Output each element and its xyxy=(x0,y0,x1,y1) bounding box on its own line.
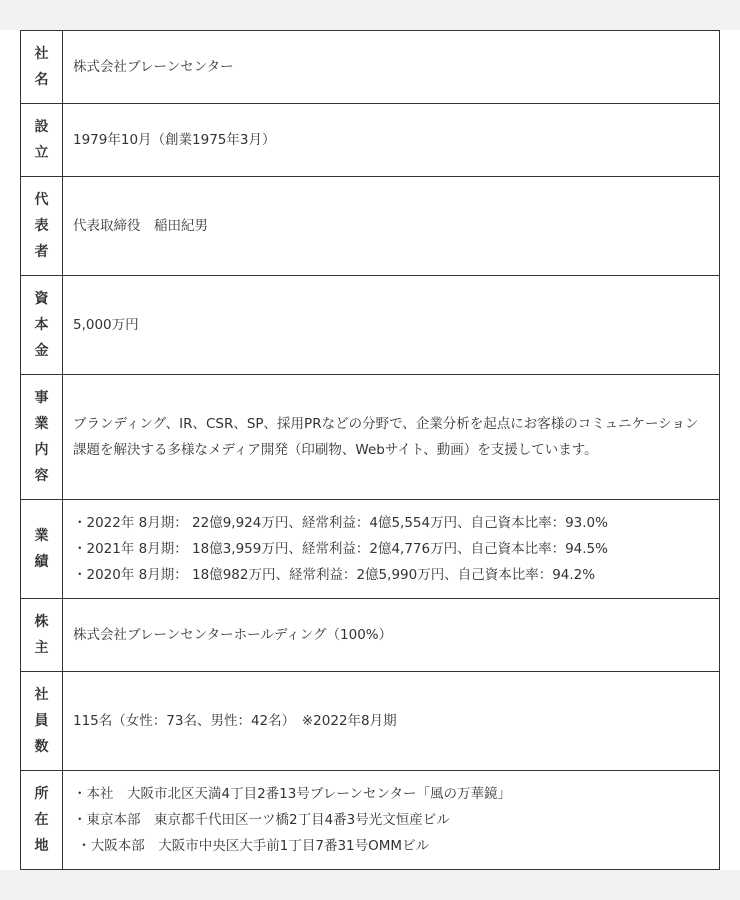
row-label: 業績 xyxy=(34,528,49,570)
value-cell xyxy=(63,276,720,375)
value-cell xyxy=(63,599,720,672)
value-cell xyxy=(63,672,720,771)
label-cell xyxy=(21,276,63,375)
row-value: 株式会社ブレーンセンターホールディング（100%） xyxy=(73,627,393,643)
value-cell xyxy=(63,31,720,104)
performance-line: ・2020年 8月期： 18億982万円、経常利益：2億5,990万円、自己資本比率：94.2% xyxy=(73,567,596,583)
row-label: 事業内容 xyxy=(34,390,49,484)
row-value: 株式会社ブレーンセンター xyxy=(73,59,234,75)
row-label: 株主 xyxy=(34,614,49,656)
company-profile-sheet xyxy=(0,30,740,870)
row-label: 代表者 xyxy=(34,192,49,260)
row-established xyxy=(21,104,720,177)
row-employees xyxy=(21,672,720,771)
label-cell xyxy=(21,672,63,771)
row-company-name xyxy=(21,31,720,104)
row-business xyxy=(21,375,720,500)
row-label: 設立 xyxy=(34,119,49,161)
label-cell xyxy=(21,375,63,500)
row-value: 1979年10月（創業1975年3月） xyxy=(73,132,276,148)
value-cell xyxy=(63,104,720,177)
label-cell xyxy=(21,31,63,104)
row-location xyxy=(21,771,720,870)
row-label: 社名 xyxy=(34,46,49,88)
location-line: ・大阪本部 大阪市中央区大手前1丁目7番31号OMMビル xyxy=(73,838,430,854)
value-cell xyxy=(63,177,720,276)
performance-line: ・2022年 8月期： 22億9,924万円、経常利益：4億5,554万円、自己資本比率：93.0% xyxy=(73,515,608,531)
page-bottom-margin xyxy=(0,870,740,900)
row-performance xyxy=(21,500,720,599)
performance-line: ・2021年 8月期： 18億3,959万円、経常利益：2億4,776万円、自己資本比率：94.5% xyxy=(73,541,608,557)
label-cell xyxy=(21,500,63,599)
row-shareholder xyxy=(21,599,720,672)
row-capital xyxy=(21,276,720,375)
label-cell xyxy=(21,771,63,870)
label-cell xyxy=(21,599,63,672)
value-cell xyxy=(63,375,720,500)
value-cell xyxy=(63,500,720,599)
page-top-margin xyxy=(0,0,740,30)
location-line: ・東京本部 東京都千代田区一ツ橋2丁目4番3号光文恒産ビル xyxy=(73,812,450,828)
row-label: 社員数 xyxy=(34,687,49,755)
row-value: 代表取締役 稲田紀男 xyxy=(73,218,208,234)
location-line: ・本社 大阪市北区天満4丁目2番13号ブレーンセンター「風の万華鏡」 xyxy=(73,786,512,802)
value-cell xyxy=(63,771,720,870)
company-profile-table xyxy=(20,30,720,870)
row-label: 資本金 xyxy=(34,291,49,359)
label-cell xyxy=(21,177,63,276)
row-value: ブランディング、IR、CSR、SP、採用PRなどの分野で、企業分析を起点にお客様のコミュニケーション課題を解決する多様なメディア開発（印刷物、Webサイト、動画）を支援しています。 xyxy=(73,416,699,458)
row-label: 所在地 xyxy=(34,786,49,854)
row-value: 5,000万円 xyxy=(73,317,139,333)
row-representative xyxy=(21,177,720,276)
row-value: 115名（女性：73名、男性：42名） ※2022年8月期 xyxy=(73,713,397,729)
label-cell xyxy=(21,104,63,177)
